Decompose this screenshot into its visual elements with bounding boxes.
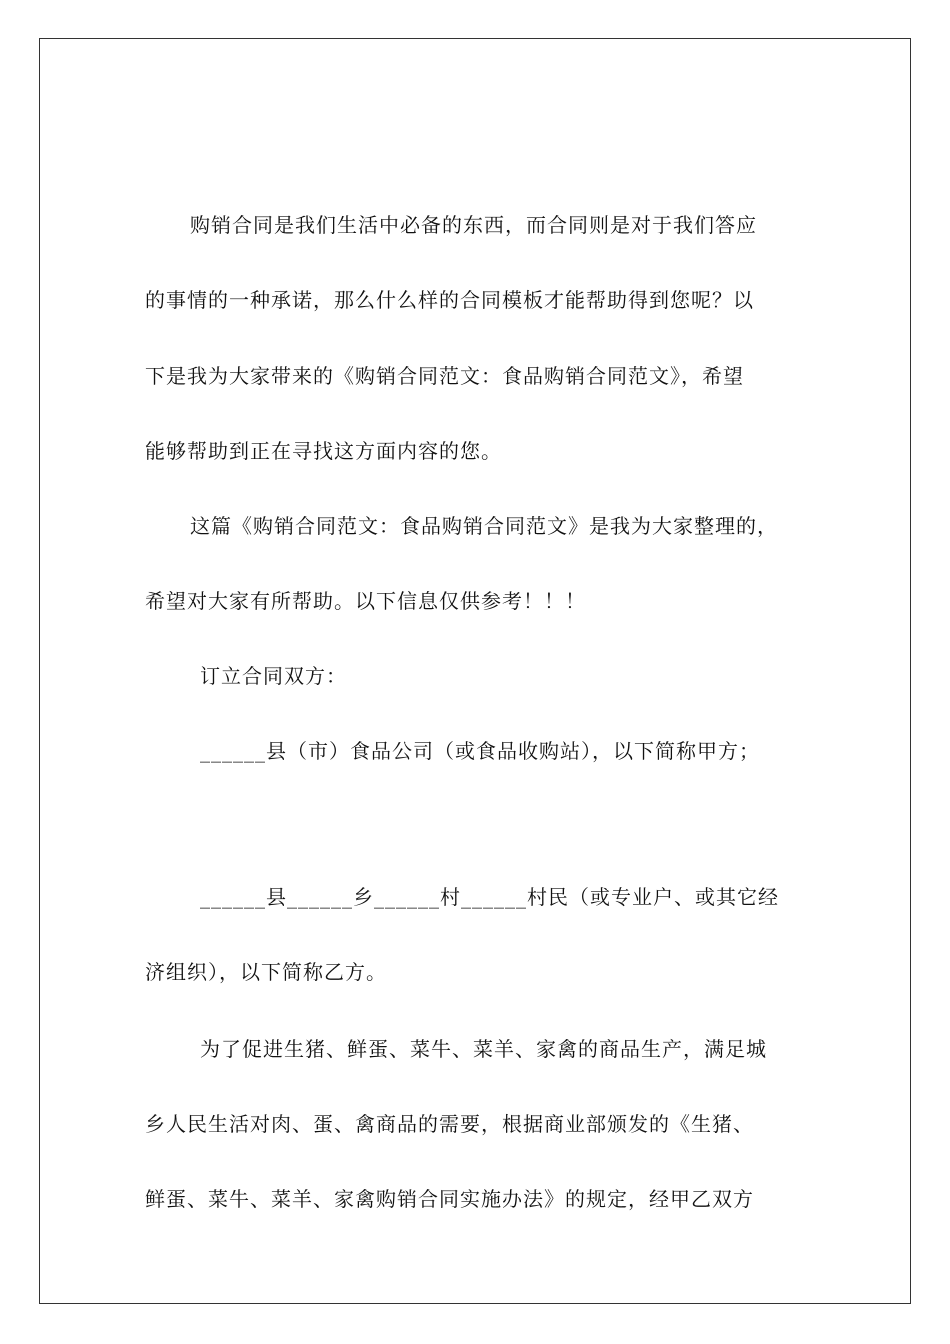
paragraph-purpose-line-3: 鲜蛋、菜牛、菜羊、家禽购销合同实施办法》的规定，经甲乙双方 <box>145 1187 754 1211</box>
paragraph-note-line-1: 这篇《购销合同范文：食品购销合同范文》是我为大家整理的， <box>190 514 778 538</box>
paragraph-intro-line-2: 的事情的一种承诺，那么什么样的合同模板才能帮助得到您呢？以 <box>145 288 754 312</box>
paragraph-purpose-line-2: 乡人民生活对肉、蛋、禽商品的需要，根据商业部颁发的《生猪、 <box>145 1112 754 1136</box>
party-a-line: ______县（市）食品公司（或食品收购站），以下简称甲方； <box>200 739 760 763</box>
paragraph-intro-line-4: 能够帮助到正在寻找这方面内容的您。 <box>145 439 502 463</box>
paragraph-purpose-line-1: 为了促进生猪、鲜蛋、菜牛、菜羊、家禽的商品生产，满足城 <box>200 1037 767 1061</box>
paragraph-intro-line-1: 购销合同是我们生活中必备的东西，而合同则是对于我们答应 <box>190 213 757 237</box>
paragraph-intro-line-3: 下是我为大家带来的《购销合同范文：食品购销合同范文》，希望 <box>145 364 744 388</box>
party-b-line-2: 济组织），以下简称乙方。 <box>145 960 387 984</box>
party-b-line-1: ______县______乡______村______村民（或专业户、或其它经 <box>200 885 779 909</box>
paragraph-note-line-2: 希望对大家有所帮助。以下信息仅供参考！！！ <box>145 589 586 613</box>
parties-heading: 订立合同双方： <box>200 664 347 688</box>
